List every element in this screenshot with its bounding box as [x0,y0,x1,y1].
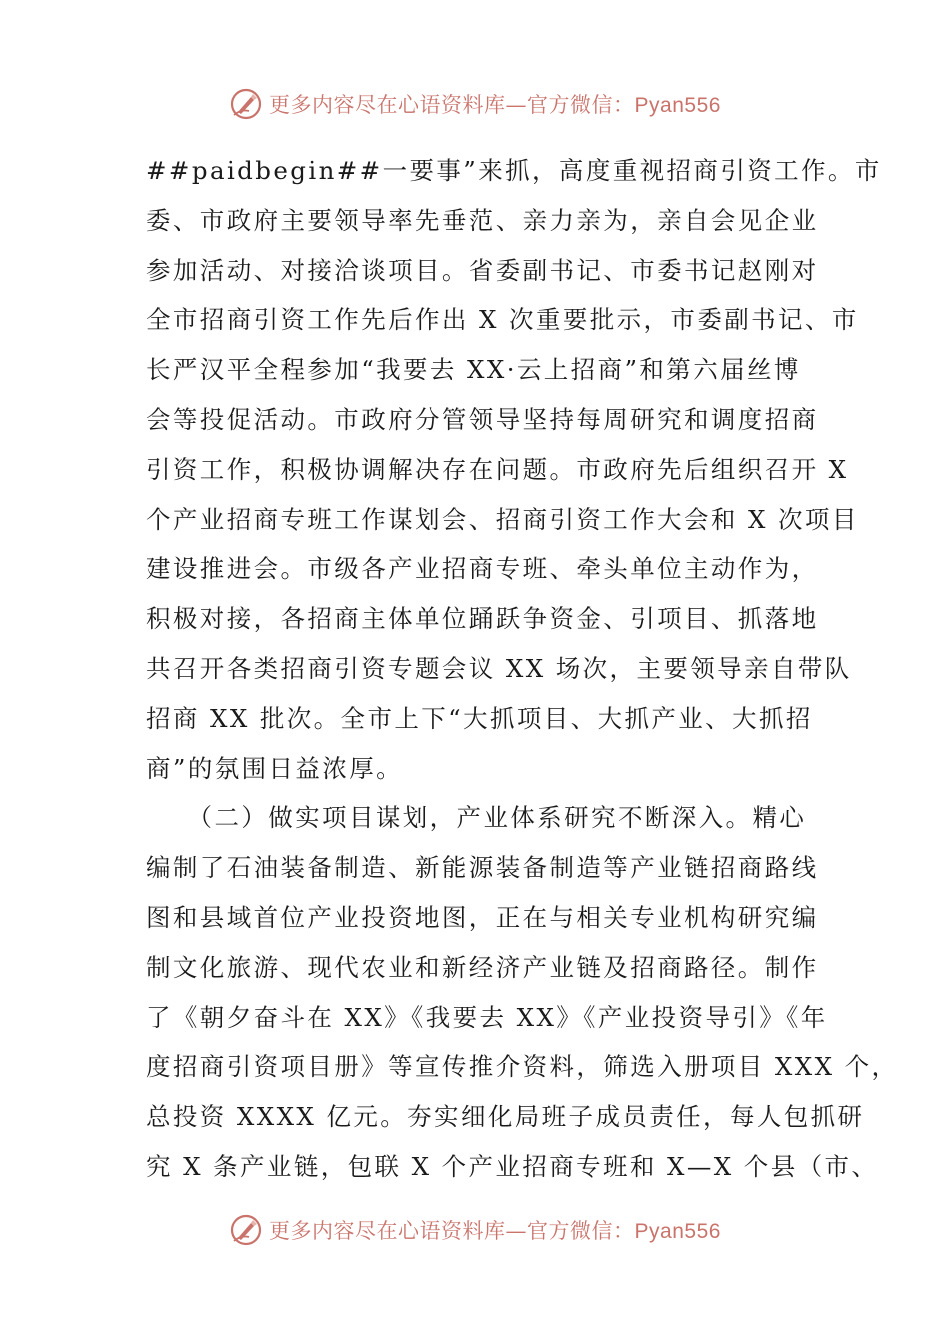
footer-watermark [0,1210,950,1250]
body-line: 度招商引资项目册》等宣传推介资料，筛选入册项目 XXX 个， [146,1052,899,1082]
body-line: 究 X 条产业链，包联 X 个产业招商专班和 X—X 个县（市、 [146,1151,879,1181]
watermark-text: 更多内容尽在心语资料库—官方微信：Pyan556 [269,93,721,117]
body-line: 总投资 XXXX 亿元。夯实细化局班子成员责任，每人包抓研 [146,1102,865,1132]
body-line: 建设推进会。市级各产业招商专班、牵头单位主动作为， [146,554,819,584]
body-line: 制文化旅游、现代农业和新经济产业链及招商路径。制作 [146,952,819,982]
pen-logo-icon [229,1213,263,1247]
wechat-id: Pyan556 [634,94,721,117]
section-heading-line: （二）做实项目谋划，产业体系研究不断深入。精心 [146,803,807,833]
body-line: 编制了石油装备制造、新能源装备制造等产业链招商路线 [146,853,819,883]
pen-logo-icon [229,87,263,121]
body-line: 会等投促活动。市政府分管领导坚持每周研究和调度招商 [146,404,819,434]
body-line: 了《朝夕奋斗在 XX》《我要去 XX》《产业投资导引》《年 [146,1002,828,1032]
body-line: 积极对接，各招商主体单位踊跃争资金、引项目、抓落地 [146,604,819,634]
header-watermark [0,84,950,124]
body-line: 全市招商引资工作先后作出 X 次重要批示，市委副书记、市 [146,305,859,335]
body-line: 招商 XX 批次。全市上下“大抓项目、大抓产业、大抓招 [146,703,813,733]
body-line: ##paidbegin##一要事”来抓，高度重视招商引资工作。市 [146,156,882,185]
body-line: 共召开各类招商引资专题会议 XX 场次，主要领导亲自带队 [146,653,852,683]
body-line: 引资工作，积极协调解决存在问题。市政府先后组织召开 X [146,454,849,484]
body-line: 商”的氛围日益浓厚。 [146,753,404,783]
body-line: 图和县域首位产业投资地图，正在与相关专业机构研究编 [146,902,819,932]
document-body [146,146,899,1192]
body-line: 参加活动、对接洽谈项目。省委副书记、市委书记赵刚对 [146,255,819,285]
body-line: 长严汉平全程参加“我要去 XX·云上招商”和第六届丝博 [146,355,801,385]
watermark-text: 更多内容尽在心语资料库—官方微信：Pyan556 [269,1219,721,1243]
wechat-id: Pyan556 [634,1220,721,1243]
body-line: 个产业招商专班工作谋划会、招商引资工作大会和 X 次项目 [146,504,859,534]
body-line: 委、市政府主要领导率先垂范、亲力亲为，亲自会见企业 [146,205,819,235]
